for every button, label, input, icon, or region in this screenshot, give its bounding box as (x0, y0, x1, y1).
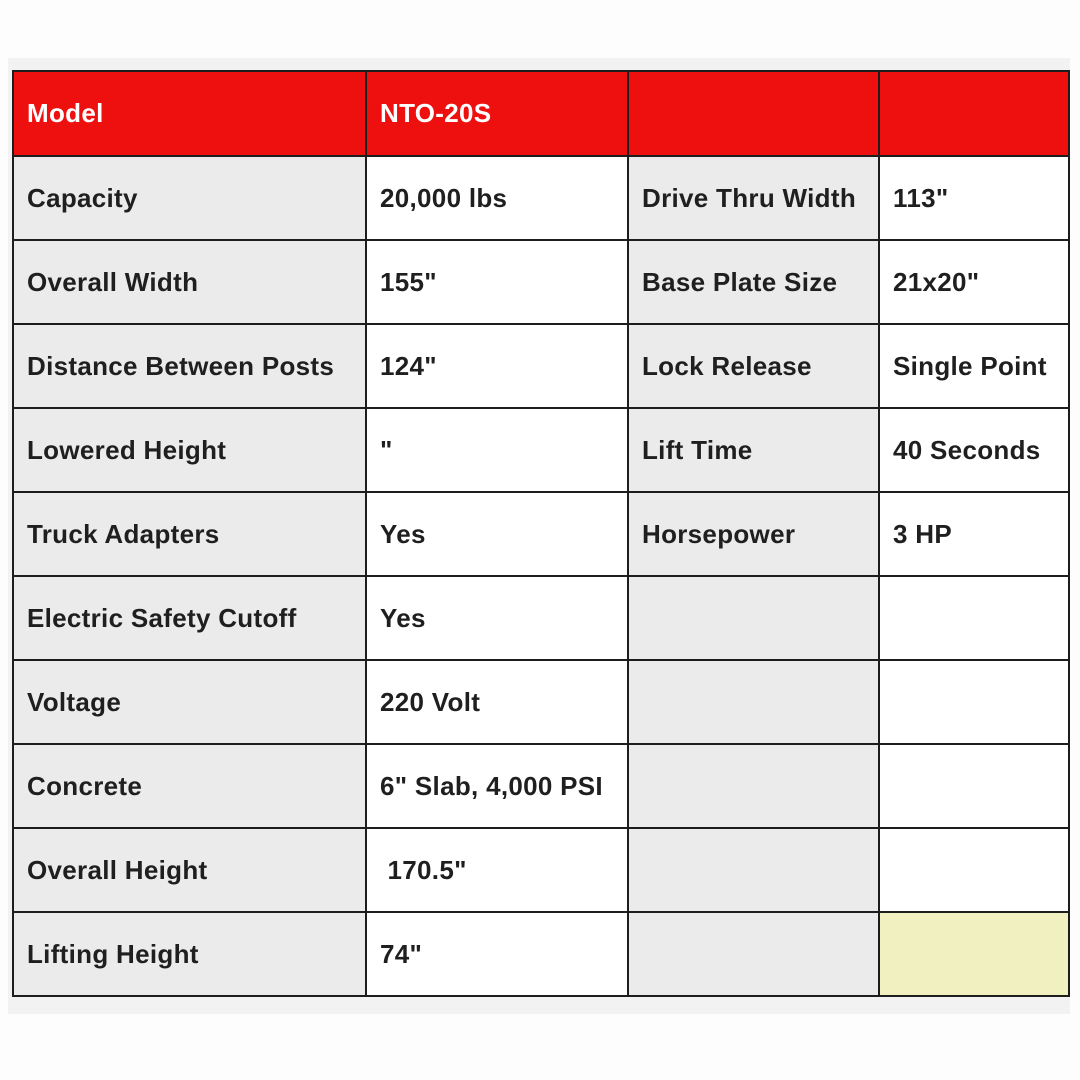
spec-value-right (879, 660, 1069, 744)
spec-label-left: Voltage (13, 660, 366, 744)
spec-label-left: Distance Between Posts (13, 324, 366, 408)
spec-row-lowered-height (13, 408, 1069, 492)
header-model-label: Model (13, 71, 366, 156)
spec-value-right (879, 828, 1069, 912)
spec-value-right (879, 744, 1069, 828)
spec-value-right: 3 HP (879, 492, 1069, 576)
lift-spec-table (12, 70, 1070, 997)
spec-value-right: 40 Seconds (879, 408, 1069, 492)
spec-label-right: Drive Thru Width (628, 156, 879, 240)
spec-row-distance-between-posts (13, 324, 1069, 408)
header-empty-cell-2 (879, 71, 1069, 156)
spec-value-left: 6" Slab, 4,000 PSI (366, 744, 628, 828)
spec-label-right: Base Plate Size (628, 240, 879, 324)
spec-label-right: Horsepower (628, 492, 879, 576)
spec-row-voltage (13, 660, 1069, 744)
spec-label-left: Overall Width (13, 240, 366, 324)
spec-value-right-highlighted (879, 912, 1069, 996)
spec-value-left: " (366, 408, 628, 492)
spec-label-left: Lifting Height (13, 912, 366, 996)
spec-label-right (628, 576, 879, 660)
spec-value-left: 220 Volt (366, 660, 628, 744)
table-header-row (13, 71, 1069, 156)
spec-label-left: Concrete (13, 744, 366, 828)
spec-label-left: Overall Height (13, 828, 366, 912)
spec-label-left: Capacity (13, 156, 366, 240)
spec-value-left: 20,000 lbs (366, 156, 628, 240)
spec-row-concrete (13, 744, 1069, 828)
spec-row-electric-safety-cutoff (13, 576, 1069, 660)
spec-label-left: Truck Adapters (13, 492, 366, 576)
spec-row-capacity (13, 156, 1069, 240)
spec-value-right (879, 576, 1069, 660)
spec-label-left: Lowered Height (13, 408, 366, 492)
spec-value-left: Yes (366, 492, 628, 576)
spec-value-left: Yes (366, 576, 628, 660)
spec-value-right: Single Point (879, 324, 1069, 408)
spec-row-overall-width (13, 240, 1069, 324)
spec-value-right: 113" (879, 156, 1069, 240)
spec-label-right (628, 744, 879, 828)
spec-label-right: Lock Release (628, 324, 879, 408)
spec-label-right: Lift Time (628, 408, 879, 492)
spec-row-overall-height (13, 828, 1069, 912)
spec-value-right: 21x20" (879, 240, 1069, 324)
spec-value-left: 155" (366, 240, 628, 324)
spec-value-left: 170.5" (366, 828, 628, 912)
spec-label-right (628, 912, 879, 996)
spec-value-left: 74" (366, 912, 628, 996)
spec-label-right (628, 828, 879, 912)
header-empty-cell-1 (628, 71, 879, 156)
spec-row-truck-adapters (13, 492, 1069, 576)
header-model-value: NTO-20S (366, 71, 628, 156)
spec-label-left: Electric Safety Cutoff (13, 576, 366, 660)
spec-label-right (628, 660, 879, 744)
spec-row-lifting-height (13, 912, 1069, 996)
spec-value-left: 124" (366, 324, 628, 408)
